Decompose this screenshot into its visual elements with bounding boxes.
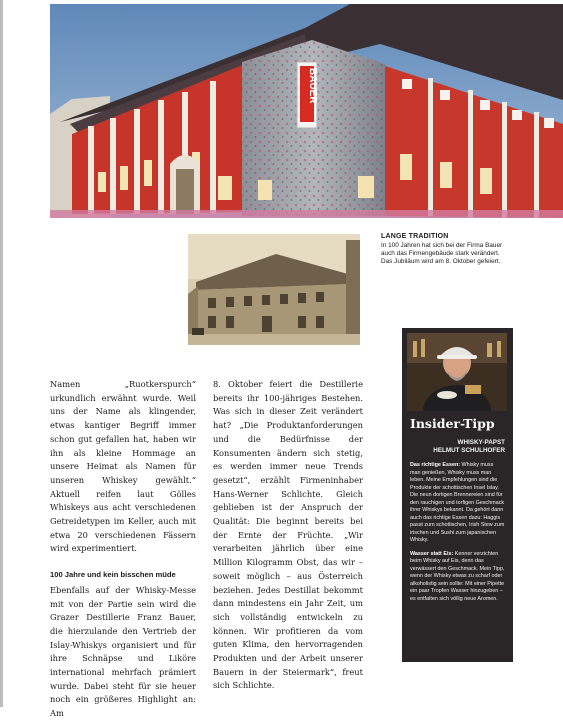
article-column-left	[50, 378, 196, 721]
historic-photo-building	[188, 234, 360, 345]
article-column-middle	[213, 378, 363, 693]
building-sign-text: BAUER	[307, 68, 318, 104]
tip-text: Kenner verzichten beim Whisky auf Eis, denn das verwässert den Geschmack. Mein Tipp, wenn der Whisky etwas zu scharf oder alkoholistig sein sollte: Mit einer Pipette ein paar Tropfen Wasser hinzugeben – es entfalten sich völlig neue Aromen.	[410, 550, 505, 602]
tip-paragraph	[410, 462, 505, 545]
tip-label: Wasser statt Eis:	[410, 550, 454, 557]
tip-paragraph	[410, 551, 505, 604]
section-subheading: 100 Jahre und kein bisschen müde	[50, 570, 176, 580]
insider-tip-box	[402, 328, 513, 662]
expert-role: WHISKY-PAPST	[457, 439, 505, 446]
insider-title: Insider-Tipp	[410, 416, 495, 431]
hero-photo-building	[50, 4, 563, 218]
tip-text: Whisky muss man genießen, Whisky muss man leben. Meine Empfehlungen sind die Produkte der schottischen Insel Islay. Die neun dortigen Brennereien sind für den rauchigen und torfigen Geschmack ihrer Whiskys bekannt. Da gehört dann auch das richtige Essen dazu: Haggis passt zum schottischen, Irish Stew zum irischen und Sushi zum japanischen Whisky.	[410, 462, 505, 543]
paragraph: Ebenfalls auf der Whisky-Messe mit von der Partie sein wird die Grazer Destillerie Franz Bauer, die hierzulande den Vertrieb der Islay-Whiskys organisiert und für ihre Schnäpse und Liköre international mehrfach prämiert wurde. Dabei steht für sie heuer noch ein größeres Highlight an: Am	[50, 584, 196, 719]
expert-byline	[433, 439, 505, 455]
caption-text: In 100 Jahren hat sich bei der Firma Bauer auch das Firmengebäude stark verändert. Das Jubiläum wird am 8. Oktober gefeiert.	[381, 242, 503, 266]
expert-name: HELMUT SCHULHOFER	[433, 447, 505, 454]
page-edge	[0, 0, 3, 707]
photo-caption	[381, 233, 511, 267]
tip-label: Das richtige Essen:	[410, 462, 461, 468]
paragraph: Namen „Ruotkerspurch“ urkundlich erwähnt wurde. Weil uns der Name als klingender, etwas kantiger Begriff immer schon gut gefallen hat, haben wir ihn als kleine Hommage an unsere Heimat als Namen für unseren Whiskey gewählt.“ Aktuell reifen laut Gölles Whiskeys aus acht verschiedenen Getreidetypen im Keller, auch mit etwa 20 verschiedenen Fässern wird experimentiert.	[50, 379, 196, 554]
paragraph: 8. Oktober feiert die Destillerie bereits ihr 100-jähriges Bestehen. Was sich in dieser Zeit verändert hat? „Die Produktanforderungen und die Bedürfnisse der Konsumenten ändern sich stetig, es werden immer neue Trends gesetzt“, erzählt Firmeninhaber Hans-Werner Schlichte. Gleich geblieben ist der Anspruch der Qualität: Die beginnt bereits bei der Ernte der Früchte. „Wir verarbeiten jährlich über eine Million Kilogramm Obst, das wir – soweit möglich – aus Österreich beziehen. Jedes Destillat bekommt dann mindestens ein Jahr Zeit, um sich vollständig entwickeln zu können. Wir profitieren da vom guten Klima, den hervorragenden Produkten und der Arbeit unserer Bauern in der Steiermark“, freut sich Schlichte.	[213, 379, 363, 691]
insider-tip-text	[410, 462, 505, 609]
caption-title: LANGE TRADITION	[381, 233, 449, 240]
portrait-photo	[407, 333, 507, 411]
